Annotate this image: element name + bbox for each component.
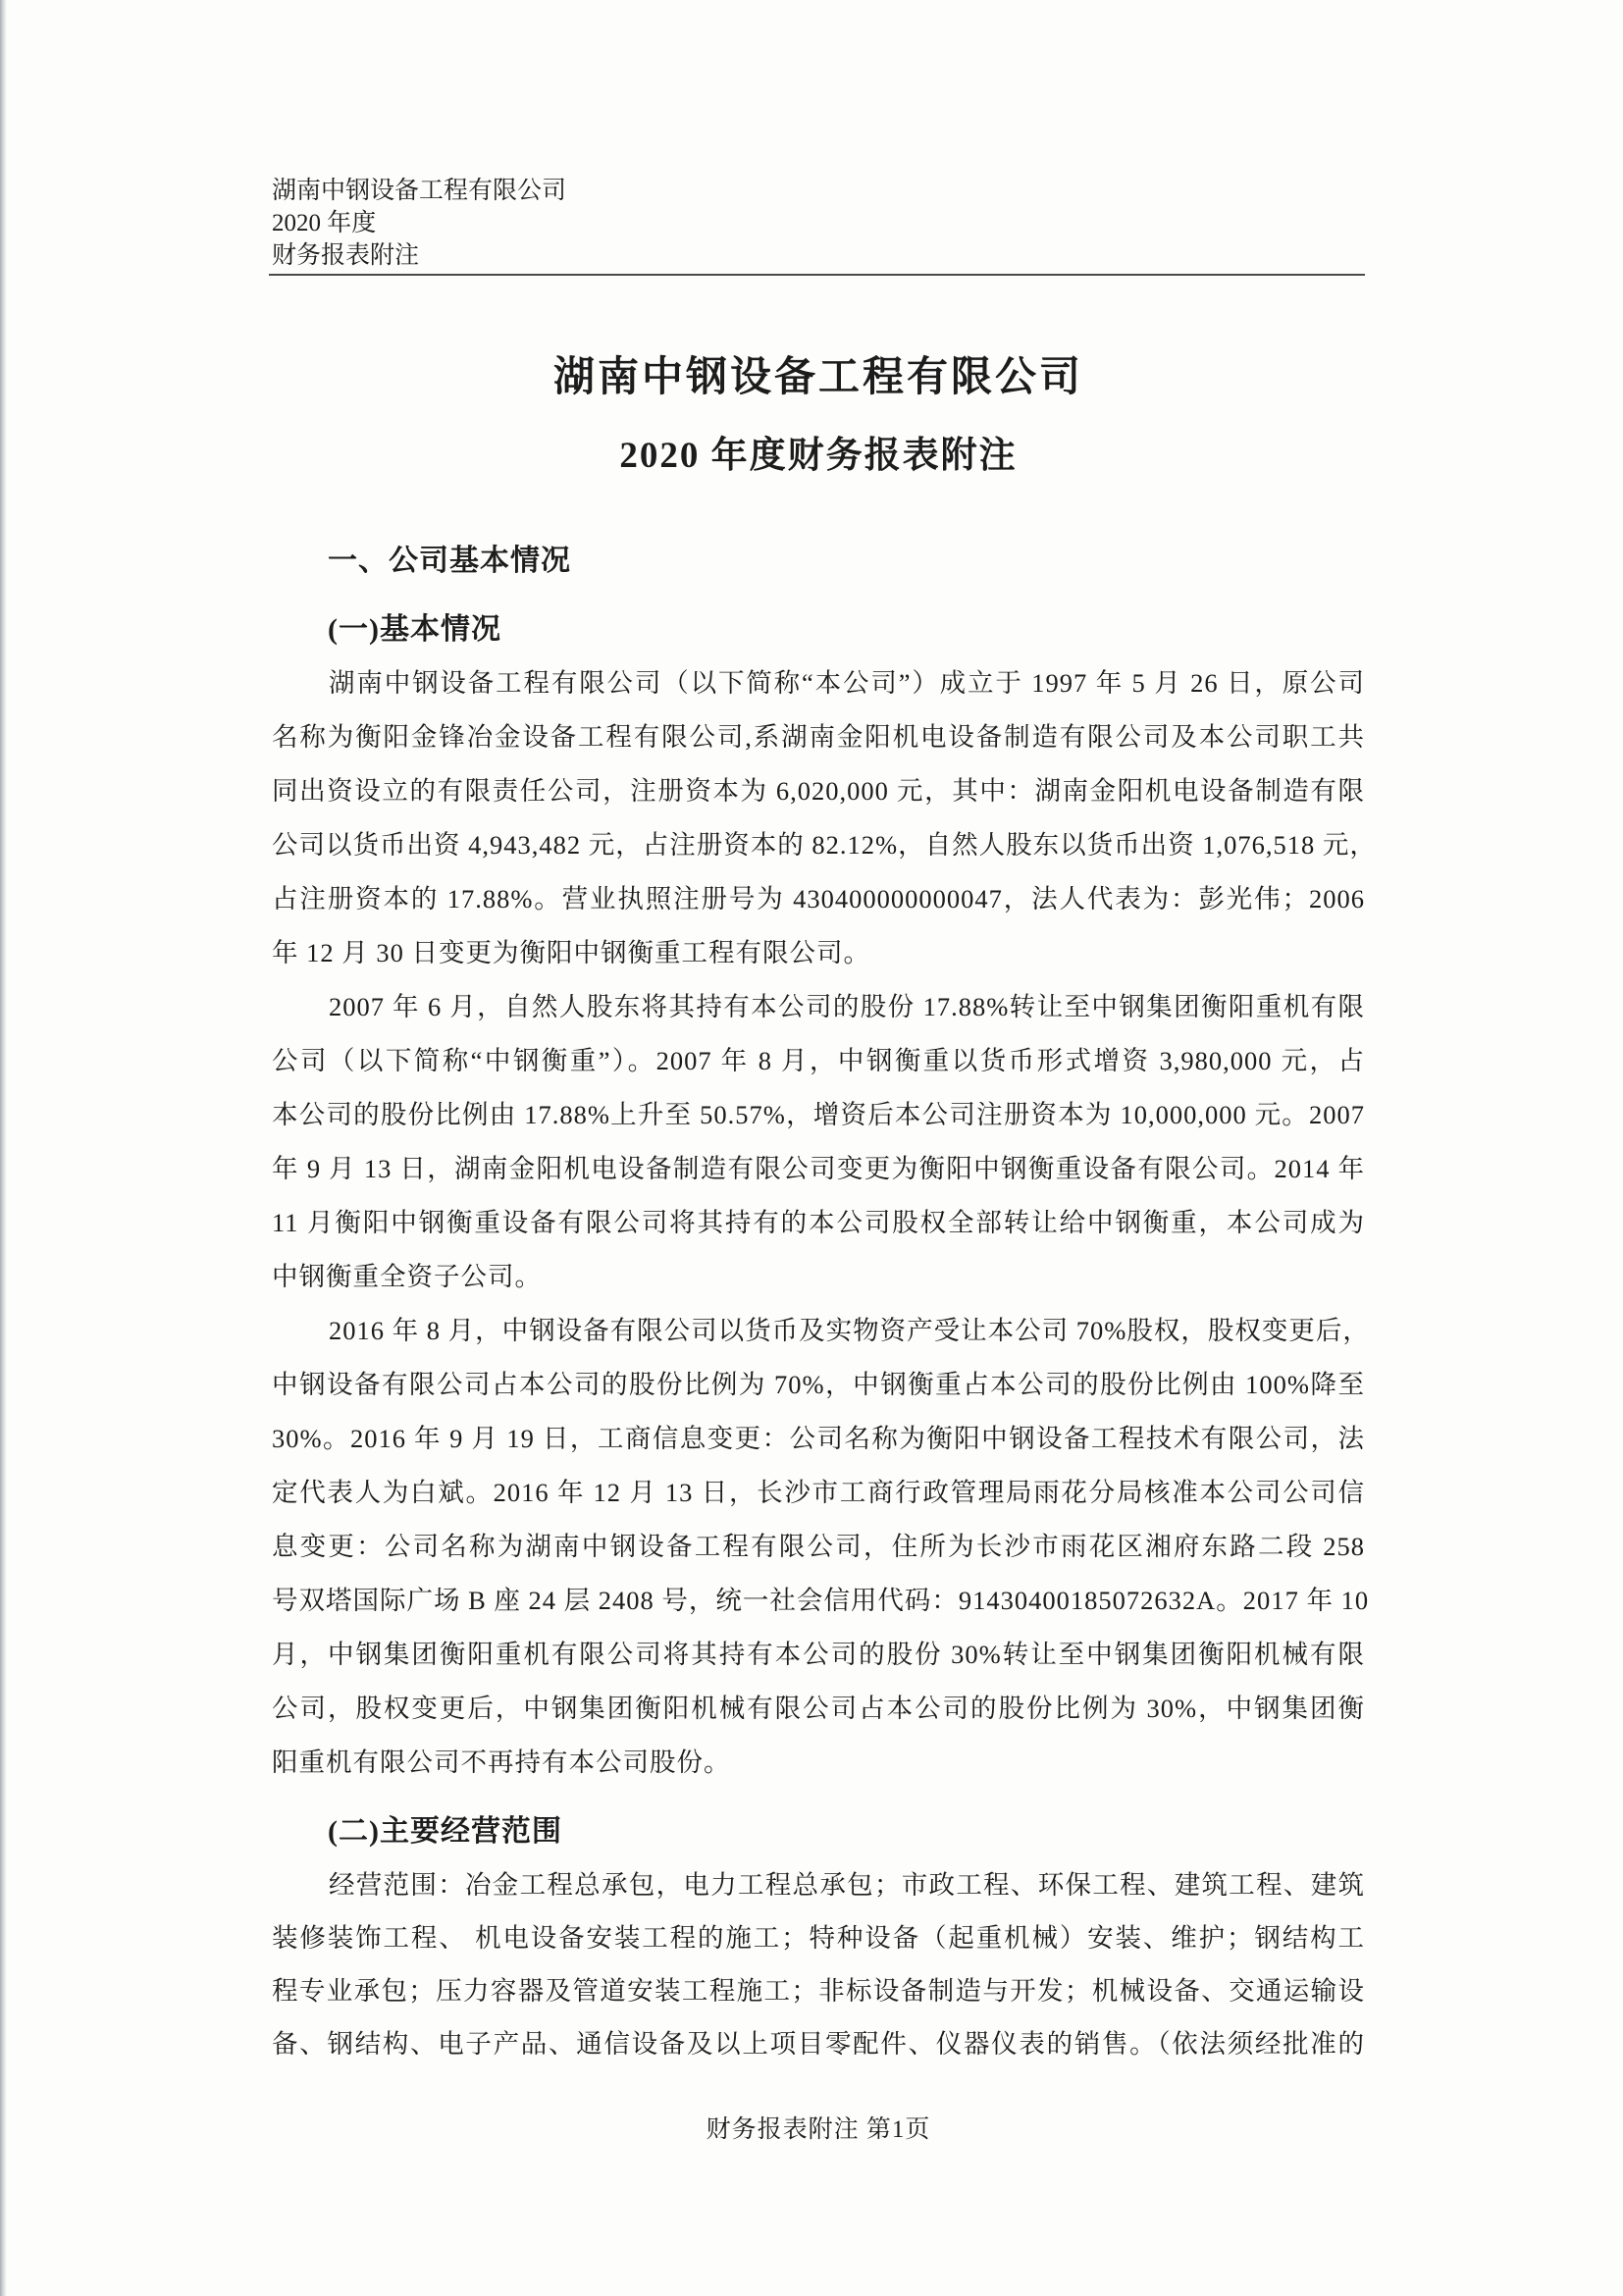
- running-header-year: 2020 年度: [272, 210, 377, 236]
- paragraph-line: 名称为衡阳金锋冶金设备工程有限公司,系湖南金阳机电设备制造有限公司及本公司职工共: [272, 722, 1365, 752]
- section-heading-company-basics: 一、公司基本情况: [328, 545, 571, 577]
- paragraph-2007-transfer: [272, 980, 1365, 1304]
- paragraph-line: 同出资设立的有限责任公司，注册资本为 6,020,000 元，其中：湖南金阳机电设备制造有限: [272, 776, 1365, 806]
- scan-edge-artifact: [0, 0, 7, 2296]
- paragraph-line: 11 月衡阳中钢衡重设备有限公司将其持有的本公司股权全部转让给中钢衡重，本公司成为: [272, 1208, 1365, 1237]
- paragraph-line: 2007 年 6 月，自然人股东将其持有本公司的股份 17.88%转让至中钢集团衡阳重机有限: [329, 992, 1365, 1021]
- paragraph-line: 中钢衡重全资子公司。: [272, 1262, 542, 1291]
- document-subtitle: 2020 年度财务报表附注: [619, 436, 1018, 476]
- subsection-heading-business-scope: (二)主要经营范围: [328, 1815, 562, 1848]
- paragraph-line: 经营范围：冶金工程总承包，电力工程总承包；市政工程、环保工程、建筑工程、建筑: [329, 1870, 1365, 1900]
- paragraph-2016-changes: [272, 1304, 1370, 1790]
- paragraph-line: 年 9 月 13 日，湖南金阳机电设备制造有限公司变更为衡阳中钢衡重设备有限公司。2014 年: [272, 1154, 1365, 1183]
- paragraph-line: 公司以货币出资 4,943,482 元，占注册资本的 82.12%，自然人股东以货币出资 1,076,518 元，: [272, 830, 1377, 860]
- document-title: 湖南中钢设备工程有限公司: [552, 355, 1083, 400]
- paragraph-line: 息变更：公司名称为湖南中钢设备工程有限公司，住所为长沙市雨花区湘府东路二段 258: [272, 1532, 1365, 1561]
- running-header-company: 湖南中钢设备工程有限公司: [272, 178, 567, 204]
- paragraph-line: 30%。2016 年 9 月 19 日，工商信息变更：公司名称为衡阳中钢设备工程技术有限公司，法: [272, 1424, 1365, 1453]
- paragraph-line: 本公司的股份比例由 17.88%上升至 50.57%，增资后本公司注册资本为 10,000,000 元。2007: [272, 1100, 1365, 1129]
- paragraph-line: 备、钢结构、电子产品、通信设备及以上项目零配件、仪器仪表的销售。（依法须经批准的: [272, 2029, 1365, 2059]
- paragraph-line: 阳重机有限公司不再持有本公司股份。: [272, 1748, 731, 1777]
- paragraph-line: 湖南中钢设备工程有限公司（以下简称“本公司”）成立于 1997 年 5 月 26 日，原公司: [329, 668, 1365, 698]
- paragraph-line: 程专业承包；压力容器及管道安装工程施工；非标设备制造与开发；机械设备、交通运输设: [272, 1976, 1365, 2006]
- paragraph-line: 月，中钢集团衡阳重机有限公司将其持有本公司的股份 30%转让至中钢集团衡阳机械有限: [272, 1640, 1365, 1669]
- subsection-heading-basic-info: (一)基本情况: [328, 613, 501, 646]
- paragraph-line: 定代表人为白斌。2016 年 12 月 13 日，长沙市工商行政管理局雨花分局核准本公司公司信: [272, 1478, 1365, 1507]
- paragraph-line: 公司（以下简称“中钢衡重”）。2007 年 8 月，中钢衡重以货币形式增资 3,980,000 元，占: [272, 1046, 1365, 1075]
- paragraph-line: 占注册资本的 17.88%。营业执照注册号为 430400000000047，法人代表为：彭光伟；2006: [272, 884, 1365, 913]
- paragraph-company-founding: [272, 656, 1377, 980]
- paragraph-business-scope: [272, 1858, 1365, 2070]
- paragraph-line: 公司，股权变更后，中钢集团衡阳机械有限公司占本公司的股份比例为 30%，中钢集团衡: [272, 1694, 1365, 1723]
- paragraph-line: 年 12 月 30 日变更为衡阳中钢衡重工程有限公司。: [272, 938, 870, 967]
- running-header-doctype: 财务报表附注: [272, 242, 420, 269]
- paragraph-line: 装修装饰工程、 机电设备安装工程的施工；特种设备（起重机械）安装、维护；钢结构工: [272, 1923, 1365, 1953]
- paragraph-line: 中钢设备有限公司占本公司的股份比例为 70%，中钢衡重占本公司的股份比例由 100%降至: [272, 1370, 1365, 1399]
- running-header: [272, 175, 1365, 272]
- page-footer: 财务报表附注 第1页: [706, 2116, 931, 2143]
- header-rule: [269, 274, 1365, 276]
- paragraph-line: 2016 年 8 月，中钢设备有限公司以货币及实物资产受让本公司 70%股权，股权变更后，: [329, 1316, 1370, 1345]
- paragraph-line: 号双塔国际广场 B 座 24 层 2408 号，统一社会信用代码：91430400185072632A。2017 年 10: [272, 1586, 1370, 1615]
